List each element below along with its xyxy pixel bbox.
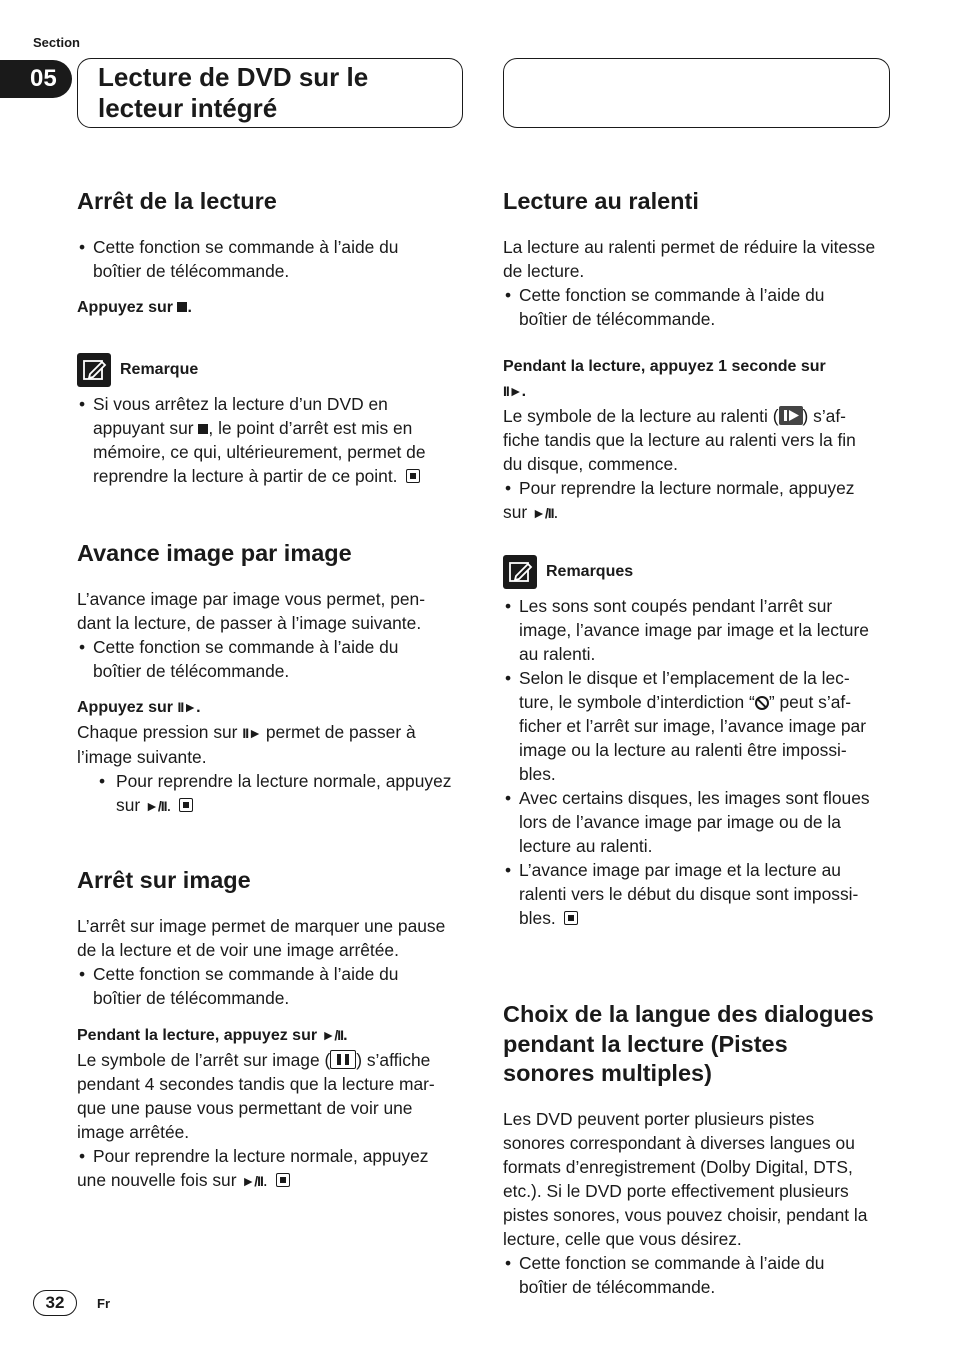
arret-image-body (77, 914, 469, 1010)
paragraph: L’avance image par image vous permet, pen- dant la lecture, de passer à l’image suivante. (77, 589, 426, 633)
note-remarques (503, 555, 895, 589)
heading-avance-image: Avance image par image (77, 540, 352, 566)
end-mark-icon (179, 798, 193, 812)
section-ralenti (503, 187, 895, 216)
section-langue (503, 1000, 895, 1089)
ralenti-instruction: Pendant la lecture, appuyez 1 seconde sur II►. Le symbole de la lecture au ralenti ( ) s’af- fiche tandis que la lecture au ralenti vers la fin du disque, commence. • Pour reprendre la lecture normale, appuyez sur ►/II. (503, 355, 895, 525)
play-pause-icon: ►/II (145, 798, 167, 814)
chapter-title-line1: Lecture de DVD sur le (98, 62, 369, 92)
heading-arret-lecture: Arrêt de la lecture (77, 188, 277, 214)
section-number-tab: 05 (0, 60, 72, 98)
list-item: • Cette fonction se commande à l’aide du boîtier de télécommande. (77, 635, 469, 683)
slow-motion-icon (779, 406, 803, 425)
stop-icon (177, 302, 187, 312)
pause-symbol-icon (330, 1050, 356, 1069)
paragraph: Les DVD peuvent porter plusieurs pistes sonores correspondant à diverses langues ou formats d’enregistrement (Dolby Digital, DTS, etc.). Si le DVD porte effectivement plusieurs pistes sonores, vous pouvez choisir, pendant la lecture, celle que vous désirez. (503, 1109, 868, 1249)
section-arret-lecture (77, 187, 469, 216)
list-item: • Les sons sont coupés pendant l’arrêt sur image, l’avance image par image et la lecture au ralenti. (503, 594, 895, 666)
arret-image-instruction: Pendant la lecture, appuyez sur ►/II. Le symbole de l’arrêt sur image ( ) s’affiche pendant 4 secondes tandis que la lecture mar- que une pause vous permettant de voir une image arrêtée. • Pour reprendre la lecture normale, appuyez une nouvelle fois sur ►/II. (77, 1023, 469, 1193)
end-mark-icon (276, 1173, 290, 1187)
list-item: • Pour reprendre la lecture normale, appuyez une nouvelle fois sur ►/II. (77, 1144, 469, 1193)
note-title: Remarque (120, 361, 199, 378)
list-item: • Cette fonction se commande à l’aide du boîtier de télécommande. (503, 283, 895, 331)
header-empty-box (503, 58, 890, 128)
avance-image-body (77, 587, 469, 683)
end-mark-icon (564, 911, 578, 925)
step-icon: II► (503, 383, 522, 399)
paragraph: Le symbole de la lecture au ralenti ( ) s’af- fiche tandis que la lecture au ralenti vers la fin du disque, commence. (503, 406, 856, 474)
end-mark-icon (406, 469, 420, 483)
list-item: • L’avance image par image et la lecture au ralenti vers le début du disque sont impossi- bles. (503, 858, 895, 930)
section-arret-image (77, 866, 469, 895)
list-item: • Cette fonction se commande à l’aide du boîtier de télécommande. (77, 235, 469, 283)
list-item: • Si vous arrêtez la lecture d’un DVD en appuyant sur , le point d’arrêt est mis en mémoire, ce qui, ultérieurement, permet de reprendre la lecture à partir de ce point. (77, 392, 469, 488)
note-remarque-text (77, 392, 469, 488)
note-title: Remarques (546, 563, 634, 580)
step-icon: II► (177, 699, 197, 715)
list-item: • Cette fonction se commande à l’aide du boîtier de télécommande. (503, 1251, 895, 1299)
section-label: Section (33, 35, 80, 50)
language-code: Fr (97, 1296, 110, 1311)
prohibition-icon (755, 696, 769, 710)
langue-body (503, 1107, 895, 1299)
chapter-title-line2: lecteur intégré (98, 93, 278, 123)
paragraph: Chaque pression sur II► permet de passer à l’image suivante. (77, 722, 416, 767)
arret-lecture-bullet (77, 235, 469, 283)
paragraph: L’arrêt sur image permet de marquer une pause de la lecture et de voir une image arrêtée. (77, 916, 446, 960)
note-pencil-icon (503, 555, 537, 589)
heading-arret-image: Arrêt sur image (77, 867, 251, 893)
list-item: • Cette fonction se commande à l’aide du boîtier de télécommande. (77, 962, 469, 1010)
heading-langue: Choix de la langue des dialogues pendant la lecture (Pistes sonores multiples) (503, 1001, 874, 1086)
page-number: 32 (33, 1290, 77, 1316)
heading-ralenti: Lecture au ralenti (503, 188, 699, 214)
ralenti-body (503, 235, 895, 331)
avance-image-instruction: Appuyez sur II►. Chaque pression sur II► permet de passer à l’image suivante. • Pour reprendre la lecture normale, appuyez sur ►/II. (77, 695, 469, 818)
play-pause-icon: ►/II (321, 1027, 344, 1043)
stop-icon (198, 424, 208, 434)
note-remarques-list (503, 594, 895, 930)
paragraph: Le symbole de l’arrêt sur image ( ) s’affiche pendant 4 secondes tandis que la lecture mar- que une pause vous permettant de voir une image arrêtée. (77, 1050, 435, 1142)
list-item: • Selon le disque et l’emplacement de la lec- ture, le symbole d’interdiction “ ” peut s’af- ficher et l’arrêt sur image, l’avance image par image ou la lecture au ralenti être impossi- bles. (503, 666, 895, 786)
instruction-arret: Appuyez sur . (77, 299, 192, 316)
step-icon: II► (242, 725, 261, 741)
note-pencil-icon (77, 353, 111, 387)
note-remarque (77, 353, 469, 387)
list-item: • Pour reprendre la lecture normale, appuyez sur ►/II. (77, 769, 469, 818)
play-pause-icon: ►/II (532, 505, 554, 521)
paragraph: La lecture au ralenti permet de réduire la vitesse de lecture. (503, 237, 876, 281)
list-item: • Avec certains disques, les images sont floues lors de l’avance image par image ou de la lecture au ralenti. (503, 786, 895, 858)
section-avance-image (77, 539, 469, 568)
chapter-title-box (77, 58, 463, 128)
list-item: • Pour reprendre la lecture normale, appuyez sur ►/II. (503, 476, 895, 525)
play-pause-icon: ►/II (241, 1173, 263, 1189)
